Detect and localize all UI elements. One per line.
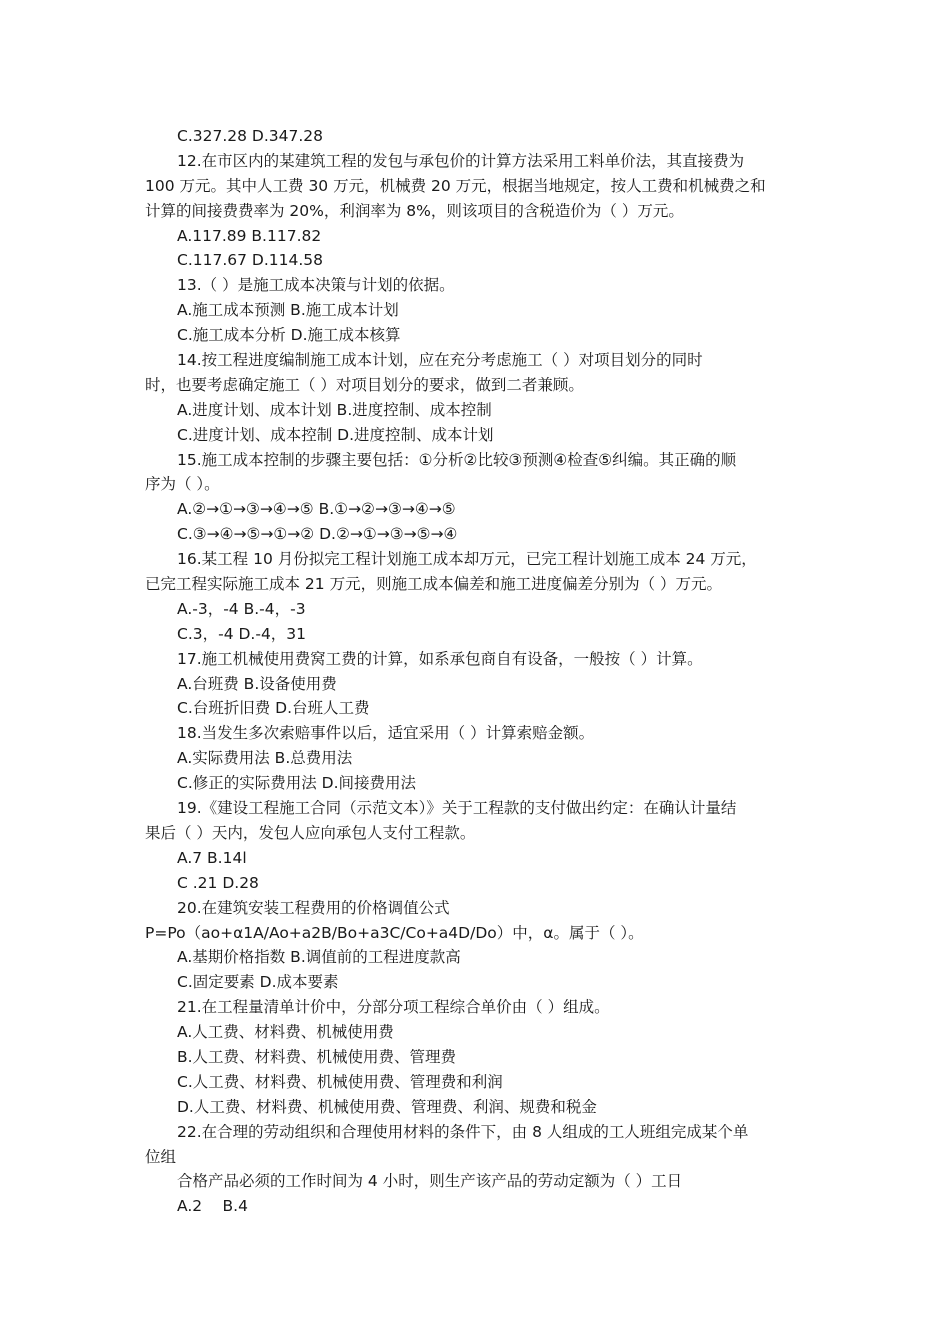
- text-line: C.③→④→⑤→①→② D.②→①→③→⑤→④: [177, 525, 458, 544]
- text-line: 20.在建筑安装工程费用的价格调值公式: [177, 898, 450, 917]
- text-line: P=Po（ao+α1A/Ao+a2B/Bo+a3C/Co+a4D/Do）中，α。属于（ ）。: [145, 923, 644, 942]
- text-line: D.人工费、材料费、机械使用费、管理费、利润、规费和税金: [177, 1097, 597, 1116]
- text-line: C.台班折旧费 D.台班人工费: [177, 699, 370, 718]
- text-line: 22.在合理的劳动组织和合理使用材料的条件下，由 8 人组成的工人班组完成某个单: [177, 1122, 749, 1141]
- text-line: C .21 D.28: [177, 873, 259, 892]
- text-line: 位组: [145, 1147, 177, 1166]
- text-line: 19.《建设工程施工合同（示范文本）》关于工程款的支付做出约定：在确认计量结: [177, 799, 737, 818]
- text-line: C.117.67 D.114.58: [177, 251, 324, 270]
- text-line: 果后（ ）天内，发包人应向承包人支付工程款。: [145, 823, 476, 842]
- text-line: 16.某工程 10 月份拟完工程计划施工成本却万元，已完工程计划施工成本 24 万元，: [177, 550, 757, 569]
- text-line: 已完工程实际施工成本 21 万元，则施工成本偏差和施工进度偏差分别为（ ）万元。: [145, 575, 723, 594]
- text-line: C.3，-4 D.-4，31: [177, 624, 307, 643]
- text-line: C.修正的实际费用法 D.间接费用法: [177, 774, 417, 793]
- text-line: 计算的间接费费率为 20%，利润率为 8%，则该项目的含税造价为（ ）万元。: [145, 201, 684, 220]
- text-line: B.人工费、材料费、机械使用费、管理费: [177, 1047, 457, 1066]
- text-line: A.进度计划、成本计划 B.进度控制、成本控制: [177, 400, 492, 419]
- text-line: 12.在市区内的某建筑工程的发包与承包价的计算方法采用工料单价法，其直接费为: [177, 151, 745, 170]
- text-line: C.人工费、材料费、机械使用费、管理费和利润: [177, 1072, 503, 1091]
- text-line: C.327.28 D.347.28: [177, 127, 324, 145]
- text-line: A.2 B.4: [177, 1197, 248, 1216]
- text-line: A.实际费用法 B.总费用法: [177, 749, 353, 768]
- text-line: A.台班费 B.设备使用费: [177, 674, 337, 693]
- text-line: 15.施工成本控制的步骤主要包括：①分析②比较③预测④检查⑤纠编。其正确的顺: [177, 450, 737, 469]
- text-line: 17.施工机械使用费窝工费的计算，如系承包商自有设备，一般按（ ）计算。: [177, 649, 703, 668]
- text-line: 21.在工程量清单计价中，分部分项工程综合单价由（ ）组成。: [177, 998, 610, 1017]
- text-line: A.基期价格指数 B.调值前的工程进度款高: [177, 948, 461, 967]
- text-line: A.人工费、材料费、机械使用费: [177, 1023, 394, 1042]
- document-body: [145, 124, 825, 1219]
- text-line: 14.按工程进度编制施工成本计划，应在充分考虑施工（ ）对项目划分的同时: [177, 351, 703, 370]
- text-line: A.施工成本预测 B.施工成本计划: [177, 301, 399, 320]
- text-line: C.进度计划、成本控制 D.进度控制、成本计划: [177, 425, 494, 444]
- text-line: C.施工成本分析 D.施工成本核算: [177, 326, 401, 345]
- text-line: C.固定要素 D.成本要素: [177, 973, 339, 992]
- text-line: A.-3，-4 B.-4，-3: [177, 599, 306, 618]
- text-line: A.7 B.14l: [177, 848, 247, 867]
- text-line: 合格产品必须的工作时间为 4 小时，则生产该产品的劳动定额为（ ）工日: [177, 1172, 683, 1191]
- text-line: 时，也要考虑确定施工（ ）对项目划分的要求，做到二者兼顾。: [145, 375, 584, 394]
- text-line: 18.当发生多次索赔事件以后，适宜采用（ ）计算索赔金额。: [177, 724, 595, 743]
- text-line: 100 万元。其中人工费 30 万元，机械费 20 万元，根据当地规定，按人工费和机械费之和: [145, 176, 766, 195]
- text-line: 序为（ ）。: [145, 475, 220, 494]
- text-line: 13.（ ）是施工成本决策与计划的依据。: [177, 276, 455, 295]
- text-line: A.②→①→③→④→⑤ B.①→②→③→④→⑤: [177, 500, 456, 519]
- text-line: A.117.89 B.117.82: [177, 226, 322, 245]
